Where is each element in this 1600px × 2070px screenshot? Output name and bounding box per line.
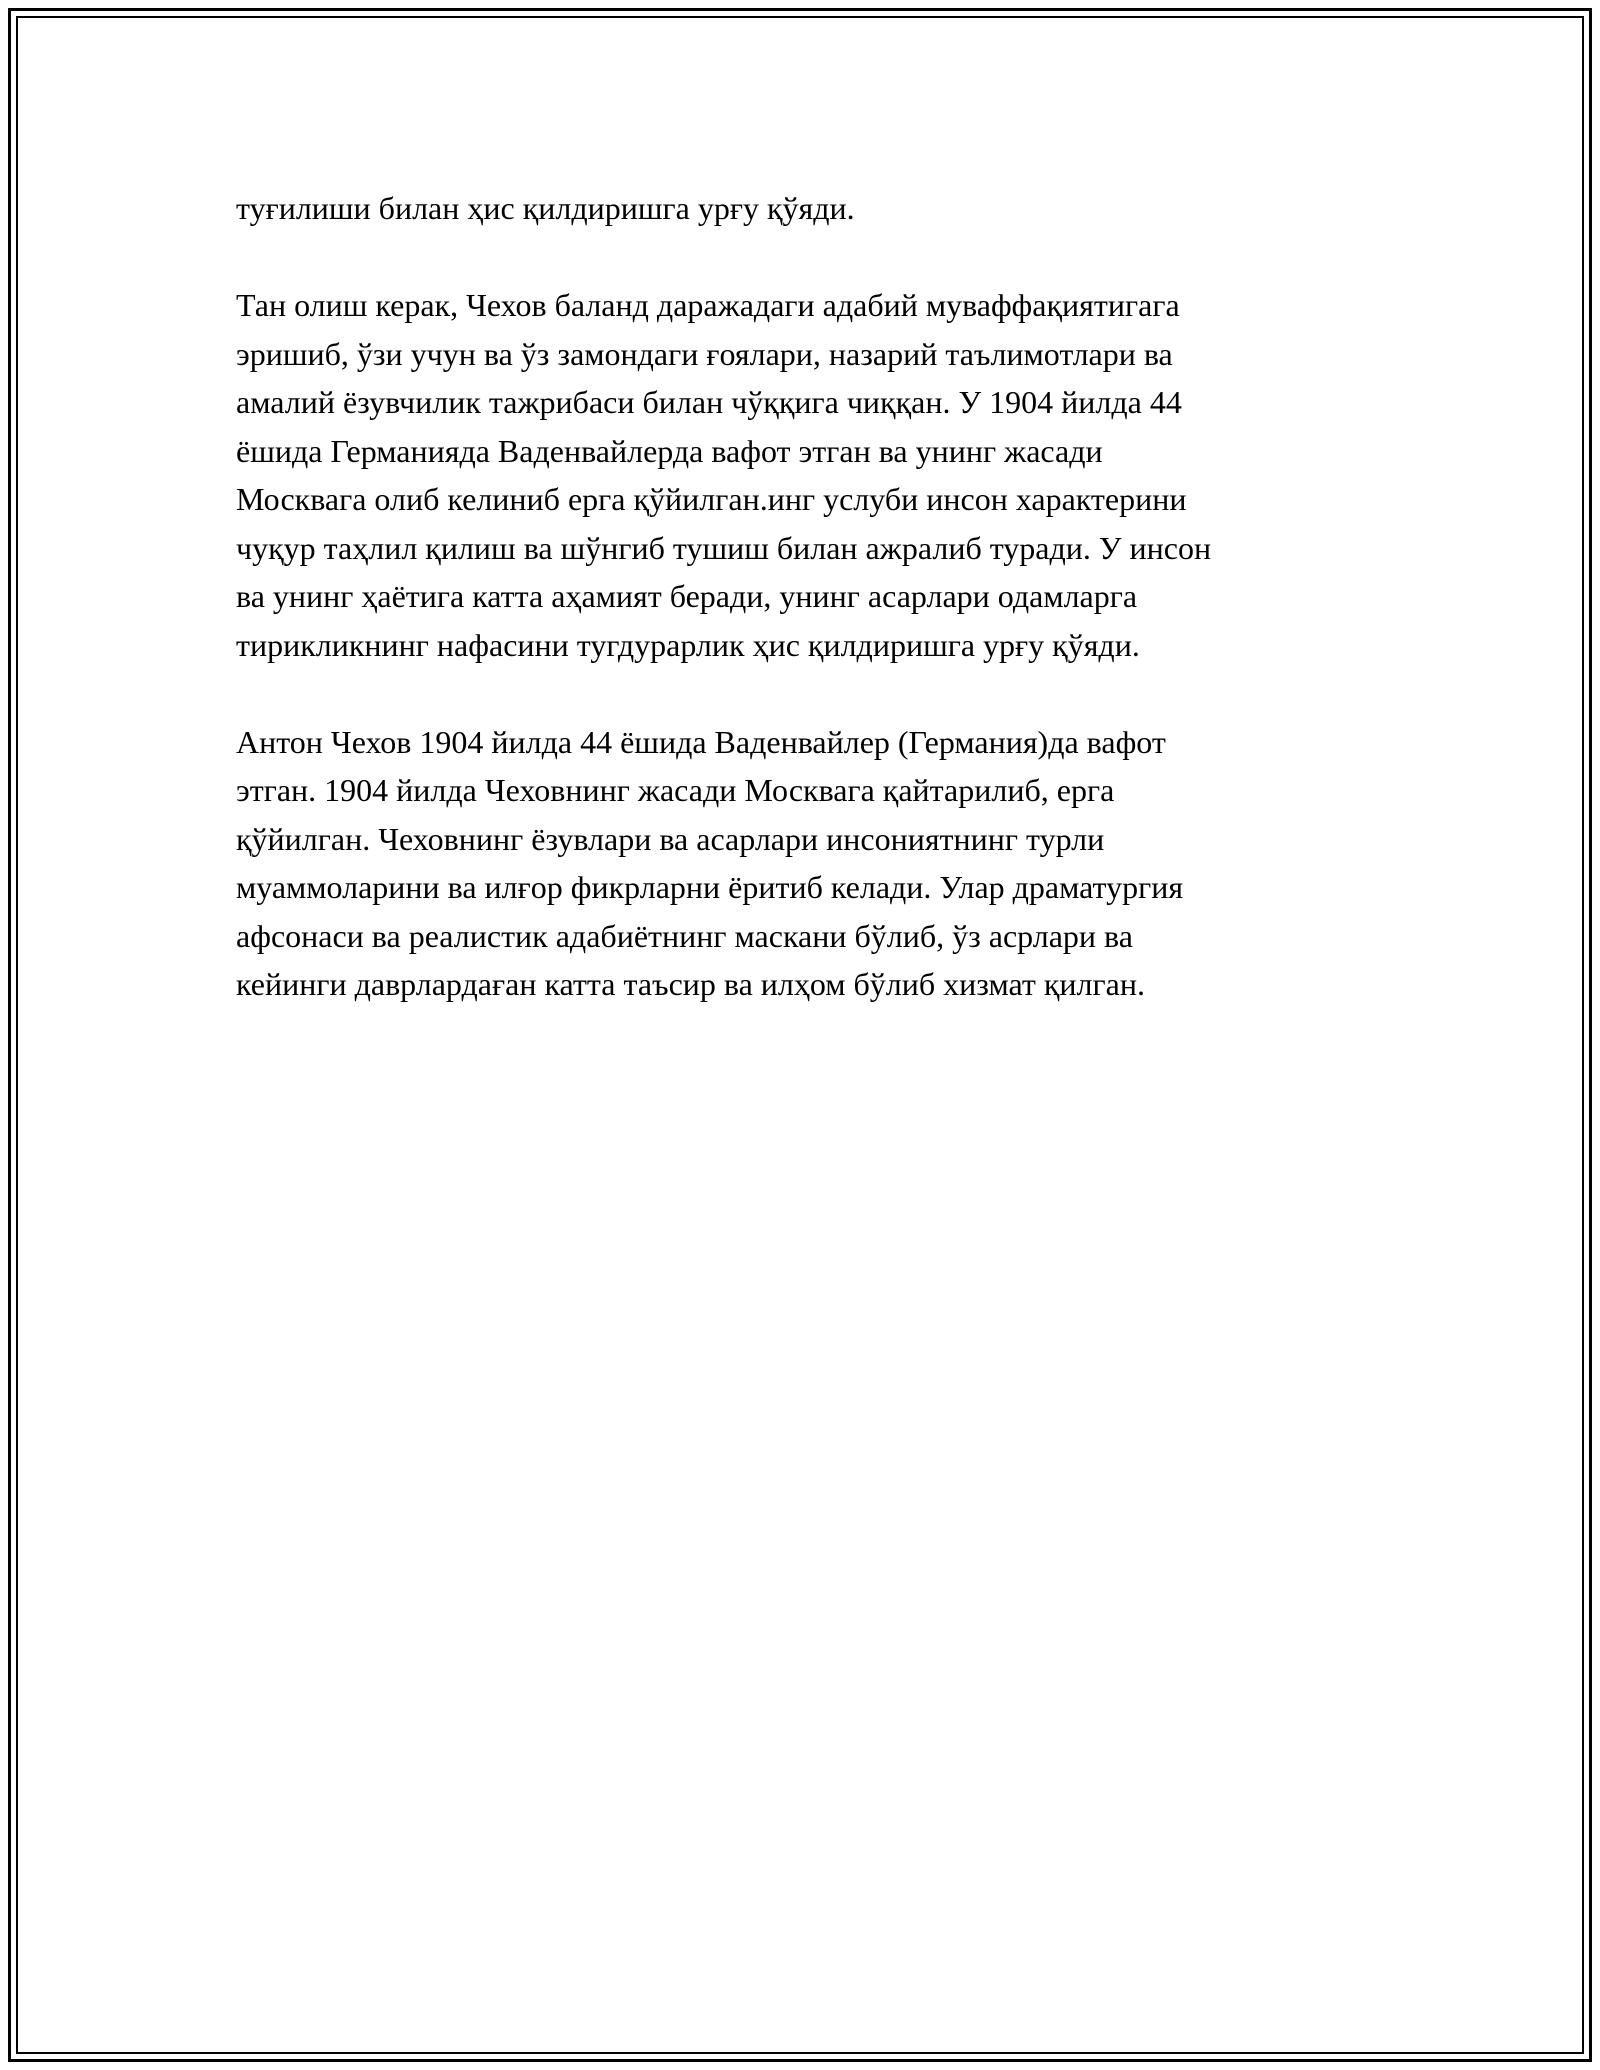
- text-line: чуқур таҳлил қилиш ва шўнгиб тушиш билан ажралиб туради. У инсон: [236, 529, 1212, 566]
- text-line: эришиб, ўзи учун ва ўз замондаги ғоялари, назарий таълимотлари ва: [236, 335, 1173, 372]
- text-line: Москвага олиб келиниб ерга қўйилган.инг услуби инсон характерини: [236, 481, 1187, 517]
- text-line: этган. 1904 йилда Чеховнинг жасади Москвага қайтарилиб, ерга: [236, 772, 1115, 808]
- paragraph-3: [236, 718, 1371, 1009]
- text-line: туғилиши билан ҳис қилдиришга урғу қўяди.: [236, 190, 855, 226]
- document-body: [236, 184, 1371, 1057]
- text-line: муаммоларини ва илғор фикрларни ёритиб келади. Улар драматургия: [236, 869, 1184, 905]
- text-line: афсонаси ва реалистик адабиётнинг маскани бўлиб, ўз асрлари ва: [236, 917, 1133, 954]
- text-line: Тан олиш керак, Чехов баланд даражадаги адабий муваффақиятигага: [236, 287, 1180, 323]
- text-line: амалий ёзувчилик тажрибаси билан чўққига чиққан. У 1904 йилда 44: [236, 384, 1182, 420]
- text-line: тирикликнинг нафасини тугдурарлик ҳис қилдиришга урғу қўяди.: [236, 626, 1140, 663]
- paragraph-1: [236, 184, 1371, 233]
- text-line: Антон Чехов 1904 йилда 44 ёшида Ваденвайлер (Германия)да вафот: [236, 723, 1166, 760]
- text-line: ва унинг ҳаётига катта аҳамият беради, унинг асарлари одамларга: [236, 578, 1138, 614]
- text-line: қўйилган. Чеховнинг ёзувлари ва асарлари инсониятнинг турли: [236, 820, 1105, 857]
- text-line: ёшида Германияда Ваденвайлерда вафот этган ва унинг жасади: [236, 432, 1103, 469]
- paragraph-2: [236, 281, 1371, 669]
- text-line: кейинги даврлардаған катта таъсир ва илҳом бўлиб хизмат қилган.: [236, 966, 1145, 1002]
